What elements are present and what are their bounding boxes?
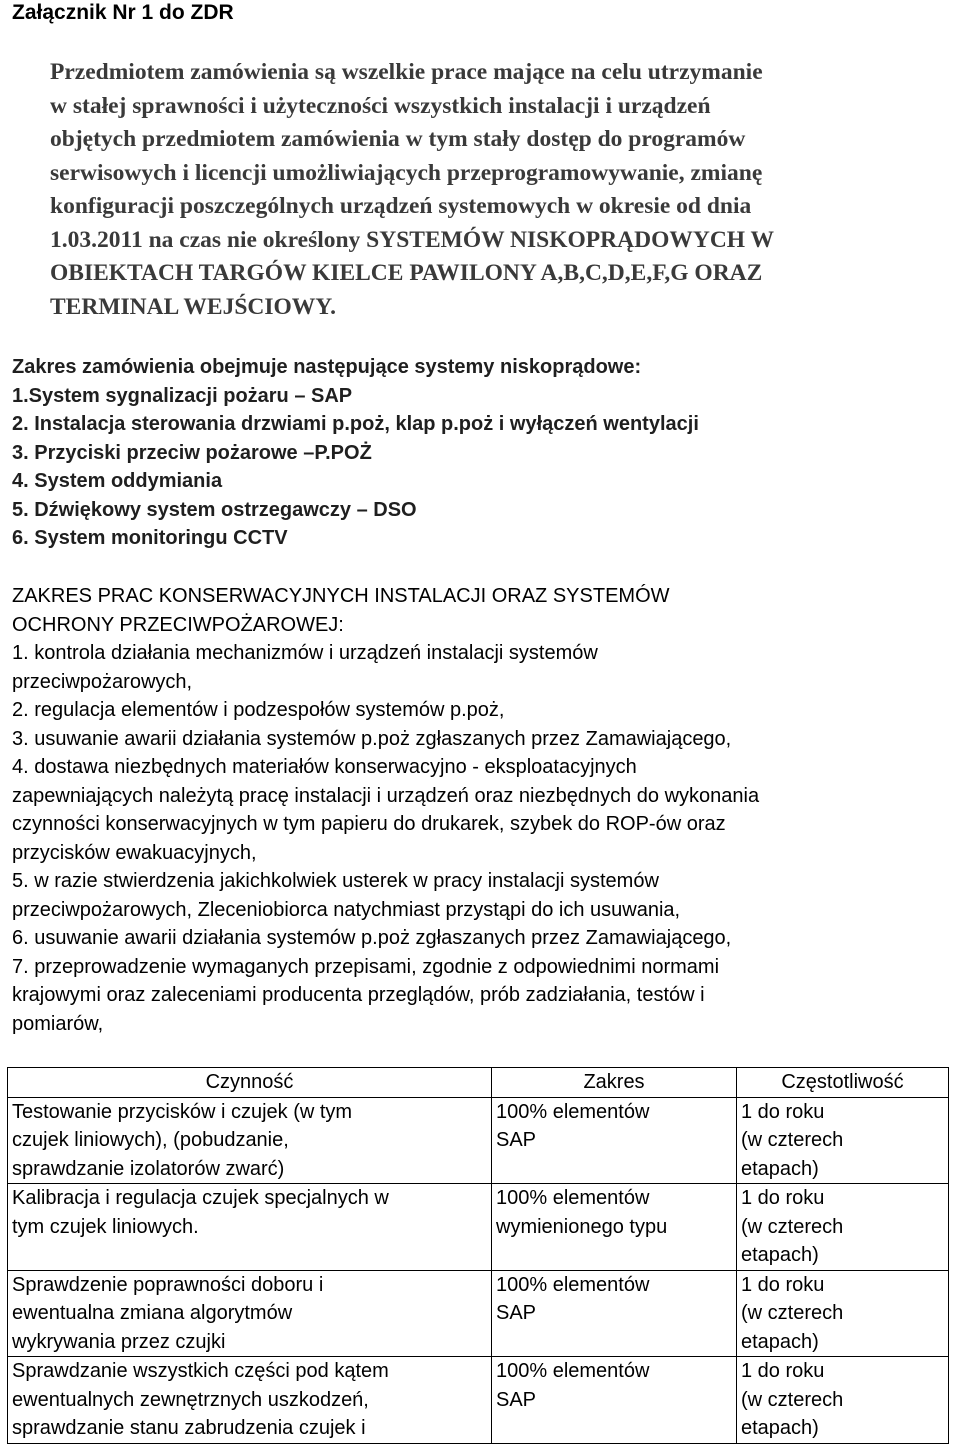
systems-item: 2. Instalacja sterowania drzwiami p.poż, klap p.poż i wyłączeń wentylacji [12, 413, 699, 435]
scope-line: czynności konserwacyjnych w tym papieru do drukarek, szybek do ROP-ów oraz [12, 813, 726, 835]
scope-line: przeciwpożarowych, [12, 670, 193, 693]
scope-line: zapewniających należytą pracę instalacji i urządzeń oraz niezbędnych do wykonania [12, 784, 760, 807]
scope-list [12, 639, 952, 1038]
scope-heading-line: ZAKRES PRAC KONSERWACYJNYCH INSTALACJI ORAZ SYSTEMÓW [12, 585, 670, 607]
scope-line: 3. usuwanie awarii działania systemów p.poż zgłaszanych przez Zamawiającego, [12, 727, 732, 750]
intro-line: serwisowych i licencji umożliwiających przeprogramowywanie, zmianę [50, 159, 763, 186]
table-cell: Testowanie przycisków i czujek (w tym czujek liniowych), (pobudzanie, sprawdzanie izolatorów zwarć) [8, 1097, 492, 1184]
column-header-czynnosc: Czynność [8, 1068, 492, 1098]
scope-line: 7. przeprowadzenie wymaganych przepisami, zgodnie z odpowiednimi normami [12, 955, 720, 978]
scope-heading [12, 582, 952, 639]
scope-line: 6. usuwanie awarii działania systemów p.poż zgłaszanych przez Zamawiającego, [12, 927, 732, 949]
table-row [8, 1270, 949, 1357]
table-cell: 1 do roku (w czterech etapach) [737, 1357, 949, 1444]
intro-line: konfiguracji poszczególnych urządzeń systemowych w okresie od dnia [50, 193, 752, 219]
systems-item: 4. System oddymiania [12, 470, 223, 492]
table-row [8, 1357, 949, 1444]
scope-line: 4. dostawa niezbędnych materiałów konserwacyjno - eksploatacyjnych [12, 756, 637, 778]
table-cell: 100% elementów SAP [492, 1270, 737, 1357]
systems-item: 1.System sygnalizacji pożaru – SAP [12, 384, 353, 407]
intro-line: OBIEKTACH TARGÓW KIELCE PAWILONY A,B,C,D,E,F,G ORAZ [50, 260, 763, 286]
tasks-table [7, 1067, 949, 1444]
systems-section [12, 353, 952, 553]
systems-item: 3. Przyciski przeciw pożarowe –P.POŻ [12, 441, 372, 464]
table-cell: 100% elementów SAP [492, 1357, 737, 1444]
table-cell: Sprawdzenie poprawności doboru i ewentualna zmiana algorytmów wykrywania przez czujki [8, 1270, 492, 1357]
table-header-row [8, 1068, 949, 1098]
table-row [8, 1097, 949, 1184]
systems-item: 6. System monitoringu CCTV [12, 527, 288, 549]
scope-line: 2. regulacja elementów i podzespołów systemów p.poż, [12, 699, 505, 721]
intro-line: w stałej sprawności i użyteczności wszystkich instalacji i urządzeń [50, 92, 711, 119]
intro-line: Przedmiotem zamówienia są wszelkie prace mające na celu utrzymanie [50, 59, 763, 85]
intro-line: 1.03.2011 na czas nie określony SYSTEMÓW NISKOPRĄDOWYCH W [50, 226, 775, 253]
systems-item: 5. Dźwiękowy system ostrzegawczy – DSO [12, 498, 417, 521]
column-header-czestotliwosc: Częstotliwość [737, 1068, 949, 1098]
intro-paragraph [50, 56, 950, 324]
table-cell: 1 do roku (w czterech etapach) [737, 1097, 949, 1184]
document-title: Załącznik Nr 1 do ZDR [12, 1, 234, 24]
table-cell: Kalibracja i regulacja czujek specjalnych w tym czujek liniowych. [8, 1184, 492, 1271]
scope-line: przeciwpożarowych, Zleceniobiorca natychmiast przystąpi do ich usuwania, [12, 898, 681, 921]
table-cell: Sprawdzanie wszystkich części pod kątem ewentualnych zewnętrznych uszkodzeń, sprawdzanie stanu zabrudzenia czujek i [8, 1357, 492, 1444]
table-cell: 1 do roku (w czterech etapach) [737, 1270, 949, 1357]
table-row [8, 1184, 949, 1271]
scope-line: krajowymi oraz zaleceniami producenta przeglądów, prób zadziałania, testów i [12, 984, 705, 1006]
table-cell: 1 do roku (w czterech etapach) [737, 1184, 949, 1271]
column-header-zakres: Zakres [492, 1068, 737, 1098]
scope-line: 5. w razie stwierdzenia jakichkolwiek usterek w pracy instalacji systemów [12, 870, 659, 892]
intro-line: TERMINAL WEJŚCIOWY. [50, 293, 336, 320]
systems-heading: Zakres zamówienia obejmuje następujące systemy niskoprądowe: [12, 356, 642, 378]
intro-line: objętych przedmiotem zamówienia w tym stały dostęp do programów [50, 126, 746, 152]
table-cell: 100% elementów wymienionego typu [492, 1184, 737, 1271]
scope-line: 1. kontrola działania mechanizmów i urządzeń instalacji systemów [12, 642, 598, 664]
scope-line: przycisków ewakuacyjnych, [12, 841, 257, 864]
table-cell: 100% elementów SAP [492, 1097, 737, 1184]
scope-line: pomiarów, [12, 1012, 104, 1035]
scope-heading-line: OCHRONY PRZECIWPOŻAROWEJ: [12, 613, 344, 636]
